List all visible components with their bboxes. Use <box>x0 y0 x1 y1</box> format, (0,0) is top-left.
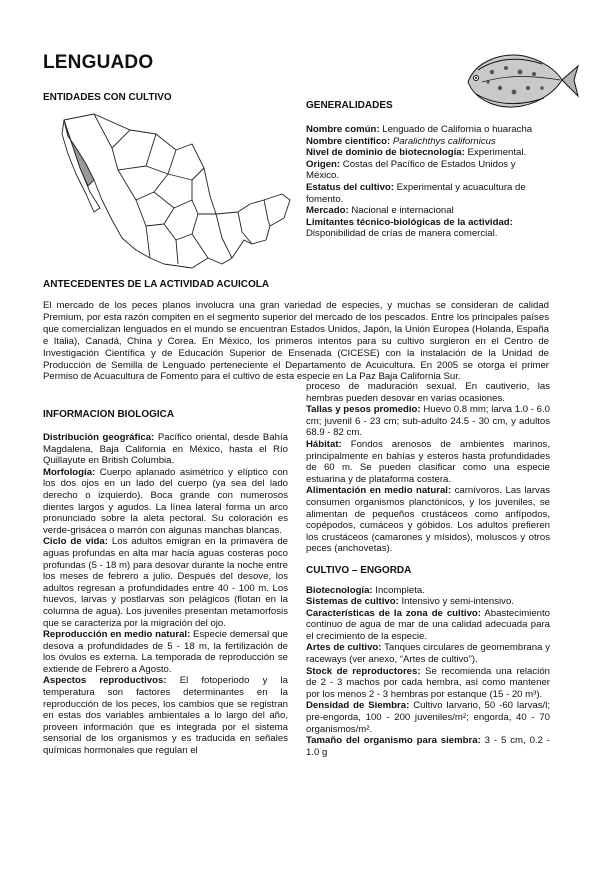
bio-item-distribution: Distribución geográfica: Pacífico oriental, desde Bahía Magdalena, Baja California en México, hasta el Río Quillayute en British Columbia. <box>43 432 288 467</box>
gen-item-market: Mercado: Nacional e internacional <box>306 205 454 217</box>
generalidades-heading: GENERALIDADES <box>306 100 393 111</box>
gen-item-common-name: Nombre común: Lenguado de California o huaracha <box>306 124 533 135</box>
antecedentes-paragraph: El mercado de los peces planos involucra una gran variedad de especies, y muchas se consideran de calidad Premium, por esta razón compiten en el segmento superior del mercado de los pescados. Entre los principales países que comercializan lenguados en el mundo se encuentran Estados Unidos, Japón, la Unión Europea (Holanda, España e Italia), Canadá, China y Corea. En México, los primeros intentos para su cultivo surgieron en el Centro de Investigación Científica y de Educación Superior de Ensenada (CICESE) con la instalación de la Unidad de Producción de Semilla de Lenguado perteneciente el Departamento de Acuicultura. En 2005 se otorga el primer Permiso de Acuacultura de Fomento para el cultivo de esta especie en La Paz Baja California Sur. <box>43 300 549 383</box>
baja-highlight <box>64 120 94 186</box>
bio-item-morphology: Morfología: Cuerpo aplanado asimétrico y elíptico con los dos ojos en un lado del cuerpo (ya sea del lado derecho o izquierdo). Boca grande con numerosos dientes largos y agudos. La línea lateral forma un arco pronunciado sobre la aleta pectoral. Su coloración es verde-grisácea o marrón con algunas manchas blancas. <box>43 466 288 536</box>
left-column <box>43 432 288 757</box>
mexico-map <box>52 108 302 286</box>
page-title: LENGUADO <box>43 52 154 73</box>
right-column <box>306 381 550 758</box>
gen-item-scientific-name: Nombre científico: Paralichthys californicus <box>306 135 496 147</box>
generalidades-list <box>306 124 550 240</box>
antecedentes-heading: ANTECEDENTES DE LA ACTIVIDAD ACUICOLA <box>43 279 270 290</box>
cult-item-biotech: Biotecnología: Incompleta. <box>306 584 425 596</box>
gen-item-status: Estatus del cultivo: Experimental y acuacultura de fomento. <box>306 181 526 205</box>
bio-item-life-cycle: Ciclo de vida: Los adultos emigran en la primavera de aguas profundas en alta mar hacia aguas costeras poco profundas (5 - 18 m) para desovar durante la noche entre los meses de febrero a julio. Después del desove, los adultos regresan a profundidades entre 40 - 100 m. Los huevos, larvas y postlarvas son pelágicos (flotan en la columna de agua). Los juveniles presentan metamorfosis que se caracteriza por la migración del ojo. <box>43 536 289 629</box>
cult-item-systems: Sistemas de cultivo: Intensivo y semi-intensivo. <box>306 596 514 608</box>
bio-item-natural-reproduction: Reproducción en medio natural: Especie demersal que desova a profundidades de 5 - 18 m, la fertilización de los óvulos es externa. La temporada de reproducción se extiende de Febrero a Agosto. <box>43 629 288 675</box>
gen-item-origin: Origen: Costas del Pacífico de Estados Unidos y México. <box>306 158 516 182</box>
cult-item-density: Densidad de Siembra: Cultivo larvario, 50 -60 larvas/l; pre-engorda, 100 - 200 juveniles/m²; engorda, 40 - 70 organismos/m². <box>306 700 550 735</box>
cult-item-seed-size: Tamaño del organismo para siembra: 3 - 5 cm, 0.2 - 1.0 g <box>306 735 550 758</box>
cult-item-zone: Características de la zona de cultivo: Abastecimiento continuo de agua de mar de una calidad adecuada para el crecimiento de la especie. <box>306 607 550 642</box>
gen-item-biotech-level: Nivel de dominio de biotecnología: Experimental. <box>306 147 527 159</box>
bio-item-sizes: Tallas y pesos promedio: Huevo 0.8 mm; larva 1.0 - 6.0 cm; juvenil 6 - 23 cm; sub-adulto 24.5 - 30 cm, y adultos 68.9 - 82 cm. <box>306 404 550 439</box>
bio-continuation: proceso de maduración sexual. En cautiverio, las hembras pueden desovar en varias ocasiones. <box>306 381 550 404</box>
cult-item-broodstock: Stock de reproductores: Se recomienda una relación de 2 - 3 machos por cada hembra, así como mantener por los menos 2 - 3 hembras por estanque (15 - 20 m³). <box>306 665 550 700</box>
mexico-outline <box>64 114 290 268</box>
entities-heading: ENTIDADES CON CULTIVO <box>43 92 172 103</box>
informacion-biologica-heading: INFORMACION BIOLOGICA <box>43 409 175 420</box>
bio-item-feeding: Alimentación en medio natural: carnívoros. Las larvas consumen organismos planctónicos, y los juveniles, se alimentan de pequeños crustáceos como anfípodos, copépodos, cumáceos y góbidos. Los adultos prefieren los crustáceos (camarones y mísidos), moluscos y otros peces (anchovetas). <box>306 485 550 555</box>
flounder-illustration <box>462 48 580 114</box>
cultivo-heading: CULTIVO – ENGORDA <box>306 564 412 576</box>
gen-item-limitations: Limitantes técnico-biológicas de la actividad: Disponibilidad de crías de manera comercial. <box>306 216 513 240</box>
cult-item-gear: Artes de cultivo: Tanques circulares de geomembrana y raceways (ver anexo, “Artes de cultivo”). <box>306 642 550 666</box>
bio-item-habitat: Hábitat: Fondos arenosos de ambientes marinos, principalmente en bahías y esteros hasta profundidades de 60 m. Se pueden clasificar como una especie estuarina y de plataforma costera. <box>306 438 550 485</box>
bio-item-reproductive-aspects: Aspectos reproductivos: El fotoperiodo y la temperatura son factores determinantes en la reproducción de los peces, los cambios que se registran en estas dos variables ambientales a lo largo del año, proveen información que es integrada por el sistema sensorial de los organismos y es traducida en señales químicas hormonales que regulan el <box>43 675 288 757</box>
